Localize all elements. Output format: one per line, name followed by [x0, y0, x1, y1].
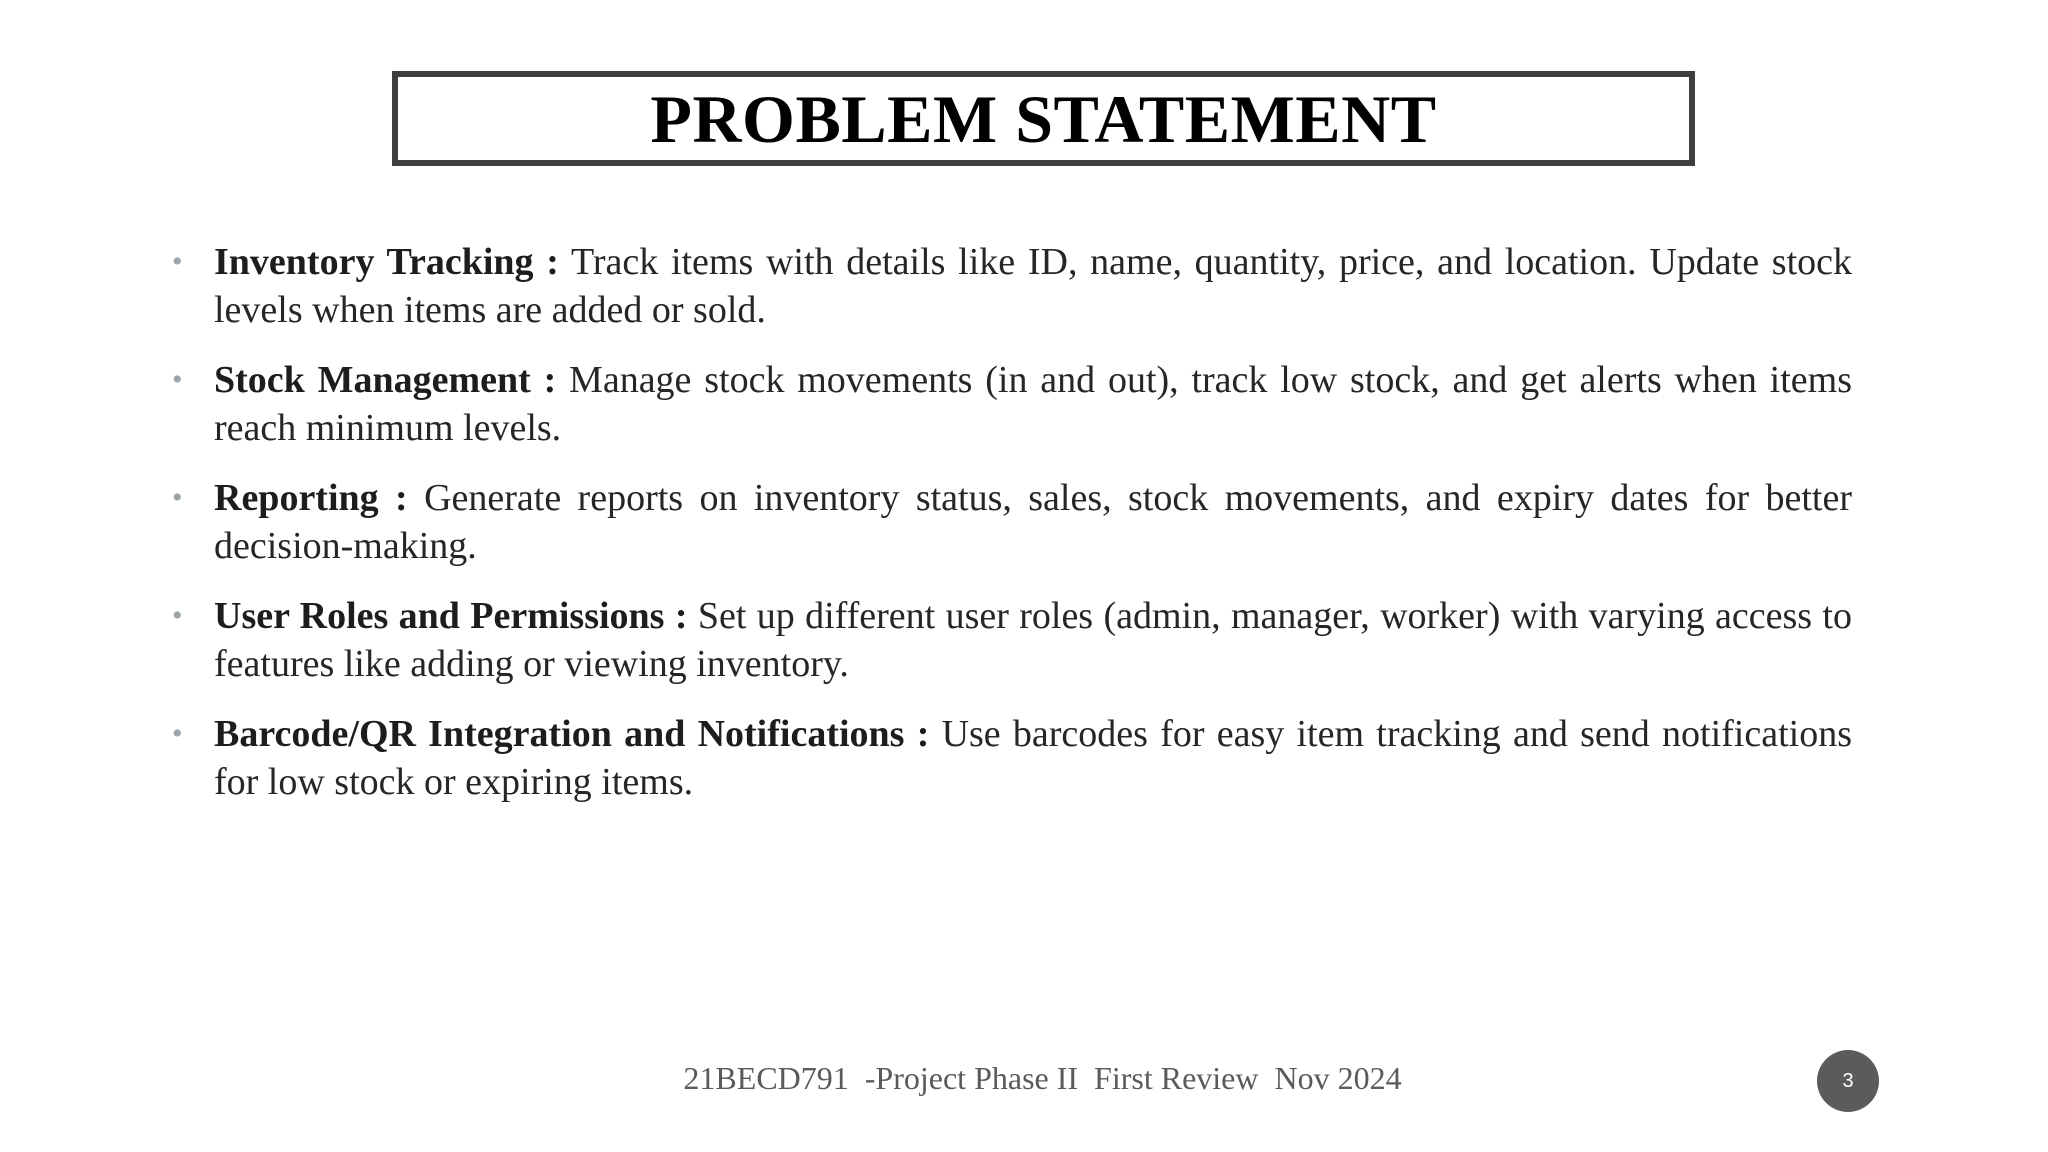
bullet-dot-icon: •	[172, 481, 183, 514]
bullet-dot-icon: •	[172, 363, 183, 396]
list-item	[172, 592, 1852, 688]
bullet-text: Set up different user roles (admin, manager, worker) with varying access to features like adding or viewing inventory.	[214, 595, 1852, 685]
title-box	[392, 71, 1695, 166]
bullet-list	[172, 238, 1852, 828]
bullet-text: Manage stock movements (in and out), track low stock, and get alerts when items reach minimum levels.	[214, 359, 1852, 449]
bullet-text: Track items with details like ID, name, quantity, price, and location. Update stock levels when items are added or sold.	[214, 241, 1852, 331]
bullet-dot-icon: •	[172, 599, 183, 632]
page-title: PROBLEM STATEMENT	[650, 80, 1437, 157]
bullet-heading: Barcode/QR Integration and Notifications :	[214, 713, 930, 755]
bullet-heading: User Roles and Permissions :	[214, 595, 688, 637]
page-number: 3	[1842, 1069, 1854, 1092]
bullet-dot-icon: •	[172, 717, 183, 750]
bullet-text: Generate reports on inventory status, sales, stock movements, and expiry dates for better decision-making.	[214, 477, 1852, 567]
list-item	[172, 356, 1852, 452]
list-item	[172, 710, 1852, 806]
page-number-badge	[1817, 1050, 1879, 1112]
bullet-heading: Inventory Tracking :	[214, 241, 559, 283]
footer-text: 21BECD791 -Project Phase II First Review Nov 2024	[683, 1060, 1402, 1096]
bullet-text: Use barcodes for easy item tracking and send notifications for low stock or expiring items.	[214, 713, 1852, 803]
list-item	[172, 238, 1852, 334]
bullet-dot-icon: •	[172, 245, 183, 278]
list-item	[172, 474, 1852, 570]
bullet-heading: Reporting :	[214, 477, 408, 519]
bullet-heading: Stock Management :	[214, 359, 557, 401]
